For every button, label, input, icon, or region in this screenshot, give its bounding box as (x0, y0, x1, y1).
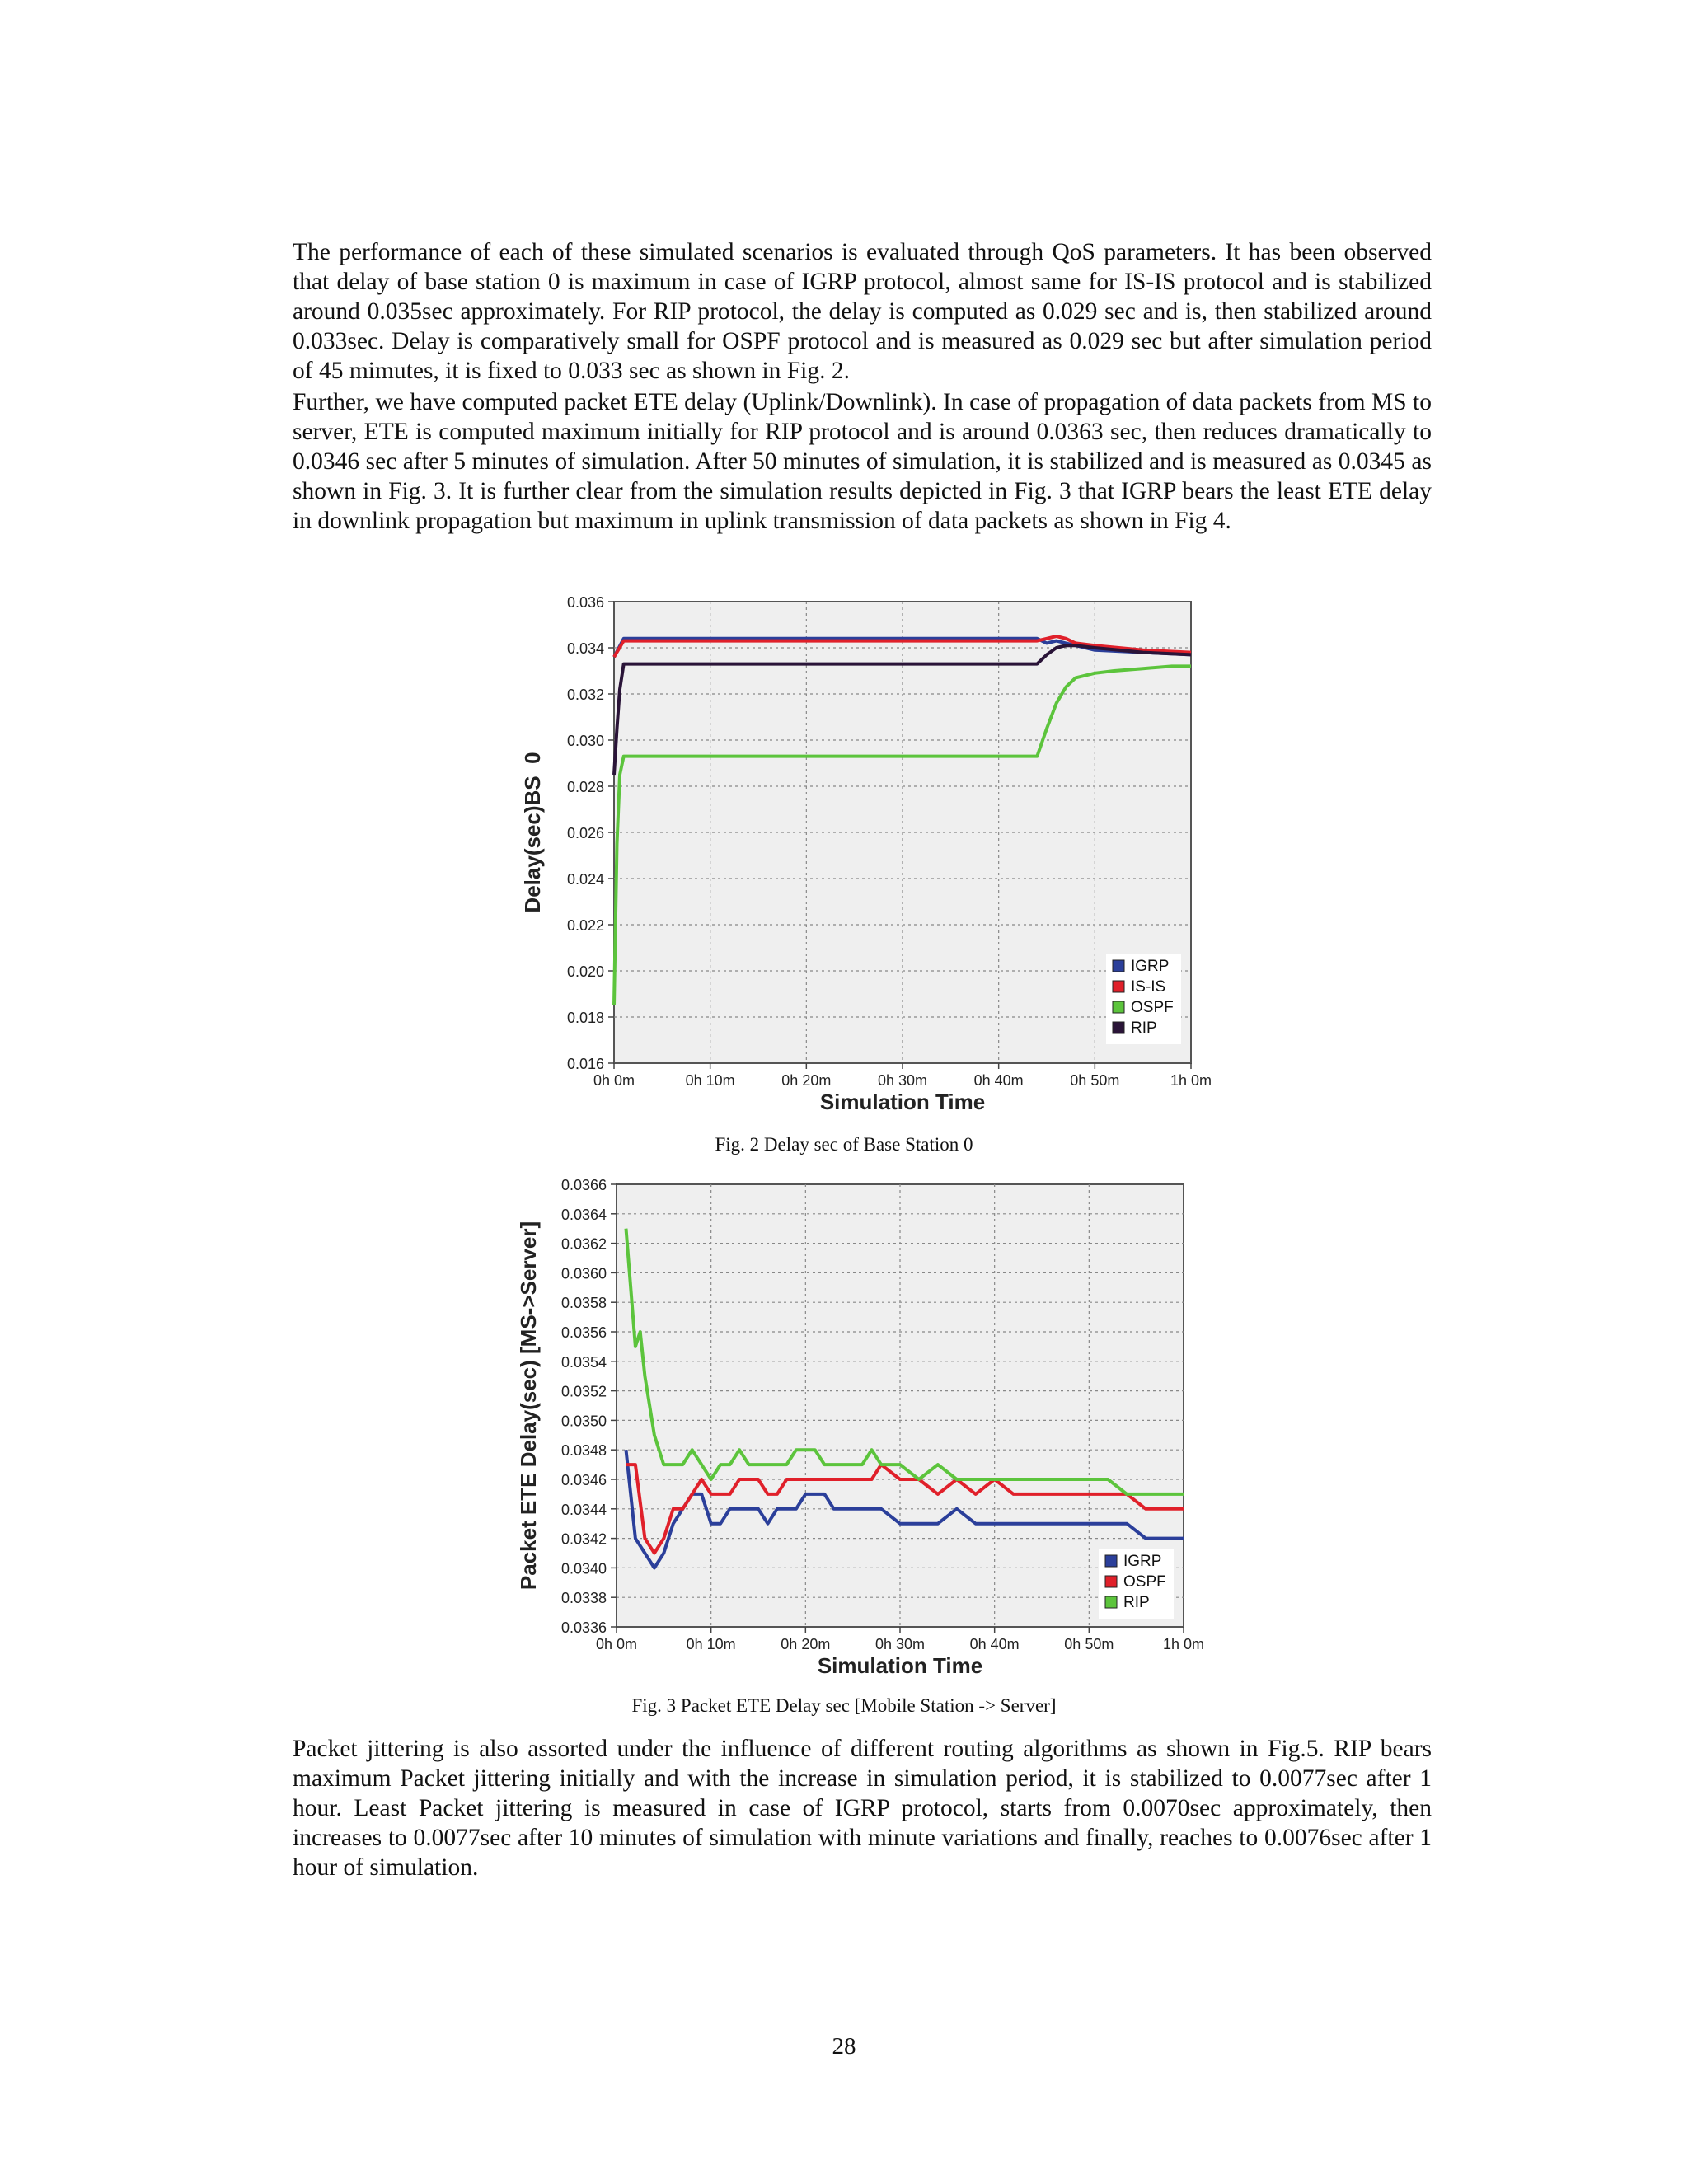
x-tick-label: 0h 10m (685, 1072, 735, 1089)
paragraph-jitter: Packet jittering is also assorted under the influence of different routing algorithms as shown in Fig.5. RIP bears maximum Packet jittering initially and with the increase in simulation period, it is stabilized to 0.0077sec after 1 hour. Least Packet jittering is measured in case of IGRP protocol, starts from 0.0070sec approximately, then increases to 0.0077sec after 10 minutes of simulation with minute variations and finally, reaches to 0.0076sec after 1 hour of simulation. (293, 1736, 1432, 1881)
legend-label: OSPF (1131, 999, 1174, 1016)
legend-label: IGRP (1123, 1553, 1162, 1570)
legend-swatch (1105, 1596, 1117, 1608)
paragraph-ete-delay: Further, we have computed packet ETE delay (Uplink/Downlink). In case of propagation of data packets from MS to server, ETE is computed maximum initially for RIP protocol and is around 0.0363 sec, then reduces dramatically to 0.0346 sec after 5 minutes of simulation. After 50 minutes of simulation, it is stabilized and is measured as 0.0345 as shown in Fig. 3. It is further clear from the simulation results depicted in Fig. 3 that IGRP bears the least ETE delay in downlink propagation but maximum in uplink transmission of data packets as shown in Fig 4. (293, 389, 1432, 534)
y-tick-label: 0.016 (566, 1056, 604, 1072)
y-tick-label: 0.028 (566, 779, 604, 795)
legend-label: RIP (1123, 1594, 1150, 1611)
chart-delay-bs0 (511, 589, 1212, 1117)
y-tick-label: 0.0344 (560, 1501, 607, 1518)
legend-swatch (1113, 981, 1124, 992)
fig2-caption: Fig. 2 Delay sec of Base Station 0 (715, 1134, 973, 1155)
x-tick-label: 0h 40m (969, 1636, 1020, 1652)
y-tick-label: 0.0364 (560, 1206, 607, 1223)
y-tick-label: 0.0356 (560, 1324, 607, 1341)
x-tick-label: 0h 30m (874, 1636, 926, 1652)
legend-swatch (1113, 1022, 1124, 1033)
page-number: 28 (832, 2033, 856, 2060)
legend-swatch (1113, 1001, 1124, 1013)
y-tick-label: 0.0362 (560, 1235, 607, 1253)
y-tick-label: 0.0354 (560, 1353, 607, 1371)
y-tick-label: 0.026 (566, 825, 604, 841)
y-axis-title: Delay(sec)BS_0 (520, 752, 545, 913)
legend-label: RIP (1131, 1019, 1157, 1037)
x-tick-label: 0h 0m (593, 1072, 635, 1089)
x-tick-label: 0h 10m (686, 1636, 736, 1652)
y-tick-label: 0.032 (566, 687, 604, 703)
y-tick-label: 0.030 (566, 733, 604, 749)
x-tick-label: 0h 20m (781, 1636, 831, 1652)
chart-packet-ete-delay (511, 1174, 1220, 1690)
x-tick-label: 0h 0m (595, 1636, 638, 1652)
x-tick-label: 0h 20m (781, 1072, 832, 1089)
y-tick-label: 0.0346 (560, 1472, 607, 1488)
y-tick-label: 0.0352 (560, 1383, 607, 1400)
legend-swatch (1113, 960, 1124, 972)
x-axis-title: Simulation Time (817, 1653, 983, 1678)
y-tick-label: 0.0348 (560, 1442, 607, 1460)
x-tick-label: 1h 0m (1162, 1636, 1205, 1652)
y-axis-title: Packet ETE Delay(sec) [MS->Server] (516, 1221, 541, 1591)
y-tick-label: 0.0358 (560, 1295, 607, 1312)
y-tick-label: 0.0360 (560, 1265, 607, 1282)
fig3-caption: Fig. 3 Packet ETE Delay sec [Mobile Station -> Server] (631, 1695, 1057, 1716)
y-tick-label: 0.0350 (560, 1413, 607, 1430)
y-tick-label: 0.022 (566, 917, 604, 934)
y-tick-label: 0.0366 (560, 1177, 607, 1193)
y-tick-label: 0.034 (566, 640, 604, 657)
y-tick-label: 0.0338 (560, 1590, 607, 1607)
y-tick-label: 0.0336 (560, 1619, 607, 1636)
legend-label: IGRP (1131, 958, 1170, 975)
y-tick-label: 0.024 (566, 871, 604, 888)
x-axis-title: Simulation Time (819, 1090, 986, 1114)
x-tick-label: 0h 50m (1070, 1072, 1120, 1089)
y-tick-label: 0.018 (566, 1010, 604, 1026)
y-tick-label: 0.020 (566, 963, 604, 980)
x-tick-label: 0h 50m (1064, 1636, 1114, 1652)
legend-label: IS-IS (1131, 978, 1166, 996)
y-tick-label: 0.0340 (560, 1560, 607, 1577)
y-tick-label: 0.036 (566, 594, 604, 611)
x-tick-label: 0h 30m (877, 1072, 928, 1089)
paragraph-delay-bs: The performance of each of these simulated scenarios is evaluated through QoS parameters. It has been observed that delay of base station 0 is maximum in case of IGRP protocol, almost same for IS-IS protocol and is stabilized around 0.035sec approximately. For RIP protocol, the delay is computed as 0.029 sec and is, then stabilized around 0.033sec. Delay is comparatively small for OSPF protocol and is measured as 0.029 sec but after simulation period of 45 mimutes, it is fixed to 0.033 sec as shown in Fig. 2. (293, 239, 1432, 384)
legend-swatch (1105, 1555, 1117, 1567)
x-tick-label: 1h 0m (1170, 1072, 1212, 1089)
legend-swatch (1105, 1576, 1117, 1587)
legend-label: OSPF (1123, 1573, 1166, 1591)
x-tick-label: 0h 40m (973, 1072, 1024, 1089)
y-tick-label: 0.0342 (560, 1530, 607, 1548)
